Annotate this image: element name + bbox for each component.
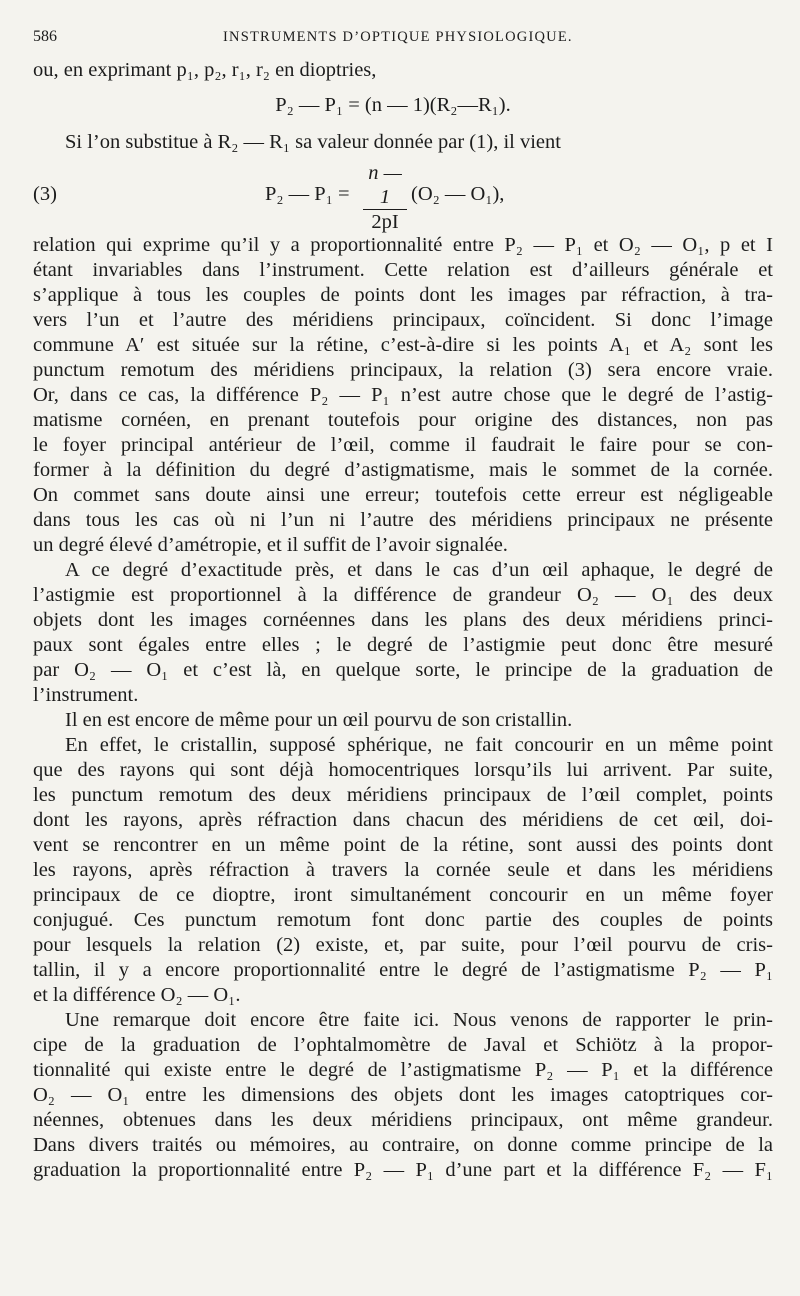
- text-line: tallin, il y a encore proportionnalité entre le degré de l’astigmatisme P₂ — P₁: [33, 959, 773, 981]
- page-number: 586: [33, 28, 57, 45]
- text-line: Il en est encore de même pour un œil pourvu de son cristallin.: [65, 709, 573, 731]
- text-line: tionnalité qui existe entre le degré de l’astigmatisme P₂ — P₁ et la différence: [33, 1059, 773, 1081]
- text-line: principaux de ce dioptre, iront simultanément concourir en un même foyer: [33, 884, 773, 906]
- text-line: cipe de la graduation de l’ophtalmomètre de Javal et Schiötz à la propor-: [33, 1034, 773, 1056]
- text-line: Or, dans ce cas, la différence P₂ — P₁ n’est autre chose que le degré de l’astig-: [33, 384, 773, 406]
- text-line: l’astigmie est proportionnel à la différence de grandeur O₂ — O₁ des deux: [33, 584, 773, 606]
- text-line: On commet sans doute ainsi une erreur; toutefois cette erreur est négligeable: [33, 484, 773, 506]
- paragraph-2: [33, 558, 773, 708]
- substitution-line: Si l’on substitue à R₂ — R₁ sa valeur donnée par (1), il vient: [65, 131, 561, 153]
- paragraph-1: [33, 233, 773, 558]
- text-line: les rayons, après réfraction à travers la cornée seule et dans les méridiens: [33, 859, 773, 881]
- text-line: les punctum remotum des deux méridiens principaux de l’œil complet, points: [33, 784, 773, 806]
- running-head: [33, 26, 773, 50]
- equation-3: [33, 161, 773, 233]
- text-line: néennes, obtenues dans les deux méridiens principaux, ont même grandeur.: [33, 1109, 773, 1131]
- text-line: par O₂ — O₁ et c’est là, en quelque sorte, le principe de la graduation de: [33, 659, 773, 681]
- text-line: En effet, le cristallin, supposé sphérique, ne fait concourir en un même point: [65, 734, 773, 756]
- text-line: Dans divers traités ou mémoires, au contraire, on donne comme principe de la: [33, 1134, 773, 1156]
- text-line: matisme cornéen, en prenant toutefois pour origine des distances, non pas: [33, 409, 773, 431]
- paragraph-4: [33, 733, 773, 1008]
- text-line: A ce degré d’exactitude près, et dans le cas d’un œil aphaque, le degré de: [65, 559, 773, 581]
- text-line: punctum remotum des méridiens principaux, la relation (3) sera encore vraie.: [33, 359, 773, 381]
- paragraph-5: [33, 1008, 773, 1183]
- book-page: [33, 26, 773, 1183]
- intro-line: ou, en exprimant p₁, p₂, r₁, r₂ en dioptries,: [33, 59, 377, 81]
- text-line: graduation la proportionnalité entre P₂ — P₁ d’une part et la différence F₂ — F₁: [33, 1159, 773, 1181]
- paragraph-3: [33, 708, 773, 733]
- running-title: INSTRUMENTS D’OPTIQUE PHYSIOLOGIQUE.: [223, 29, 573, 45]
- text-line: objets dont les images cornéennes dans les plans des deux méridiens princi-: [33, 609, 773, 631]
- text-line: le foyer principal antérieur de l’œil, comme il faudrait le faire pour se con-: [33, 434, 773, 456]
- text-line: étant invariables dans l’instrument. Cette relation est d’ailleurs générale et: [33, 259, 773, 281]
- text-line: s’applique à tous les couples de points dont les images par réfraction, à tra-: [33, 284, 773, 306]
- text-line: vent se rencontrer en un même point de la rétine, sont aussi des points dont: [33, 834, 773, 856]
- text-line: dans tous les cas où ni l’un ni l’autre des méridiens principaux ne présente: [33, 509, 773, 531]
- text-line: vers l’un et l’autre des méridiens principaux, coïncident. Si donc l’image: [33, 309, 773, 331]
- equation-fraction: [363, 161, 407, 234]
- equation-lhs: P₂ — P₁ =: [265, 183, 350, 205]
- equation-rhs: (O₂ — O₁),: [411, 183, 505, 205]
- text-line: relation qui exprime qu’il y a proportionnalité entre P₂ — P₁ et O₂ — O₁, p et I: [33, 234, 773, 256]
- equation-number: (3): [33, 183, 57, 205]
- text-line: un degré élevé d’amétropie, et il suffit de l’avoir signalée.: [33, 534, 508, 556]
- text-line: former à la définition du degré d’astigmatisme, mais le sommet de la cornée.: [33, 459, 773, 481]
- fraction-denominator: 2pI: [371, 211, 399, 233]
- text-line: dont les rayons, après réfraction dans chacun des méridiens de cet œil, doi-: [33, 809, 773, 831]
- text-line: Une remarque doit encore être faite ici. Nous venons de rapporter le prin-: [65, 1009, 773, 1031]
- text-line: paux sont égales entre elles ; le degré de l’astigmie peut donc être mesuré: [33, 634, 773, 656]
- fraction-numerator: n — 1: [363, 161, 407, 210]
- text-line: que des rayons qui sont déjà homocentriques lorsqu’ils lui arrivent. Par suite,: [33, 759, 773, 781]
- equation-1: P₂ — P₁ = (n — 1)(R₂—R₁).: [275, 94, 511, 116]
- text-line: O₂ — O₁ entre les dimensions des objets dont les images catoptriques cor-: [33, 1084, 773, 1106]
- text-line: et la différence O₂ — O₁.: [33, 984, 241, 1006]
- text-line: pour lesquels la relation (2) existe, et, par suite, pour l’œil pourvu de cris-: [33, 934, 773, 956]
- text-line: l’instrument.: [33, 684, 139, 706]
- text-line: conjugué. Ces punctum remotum font donc partie des couples de points: [33, 909, 773, 931]
- text-line: commune A′ est située sur la rétine, c’est-à-dire si les points A₁ et A₂ sont les: [33, 334, 773, 356]
